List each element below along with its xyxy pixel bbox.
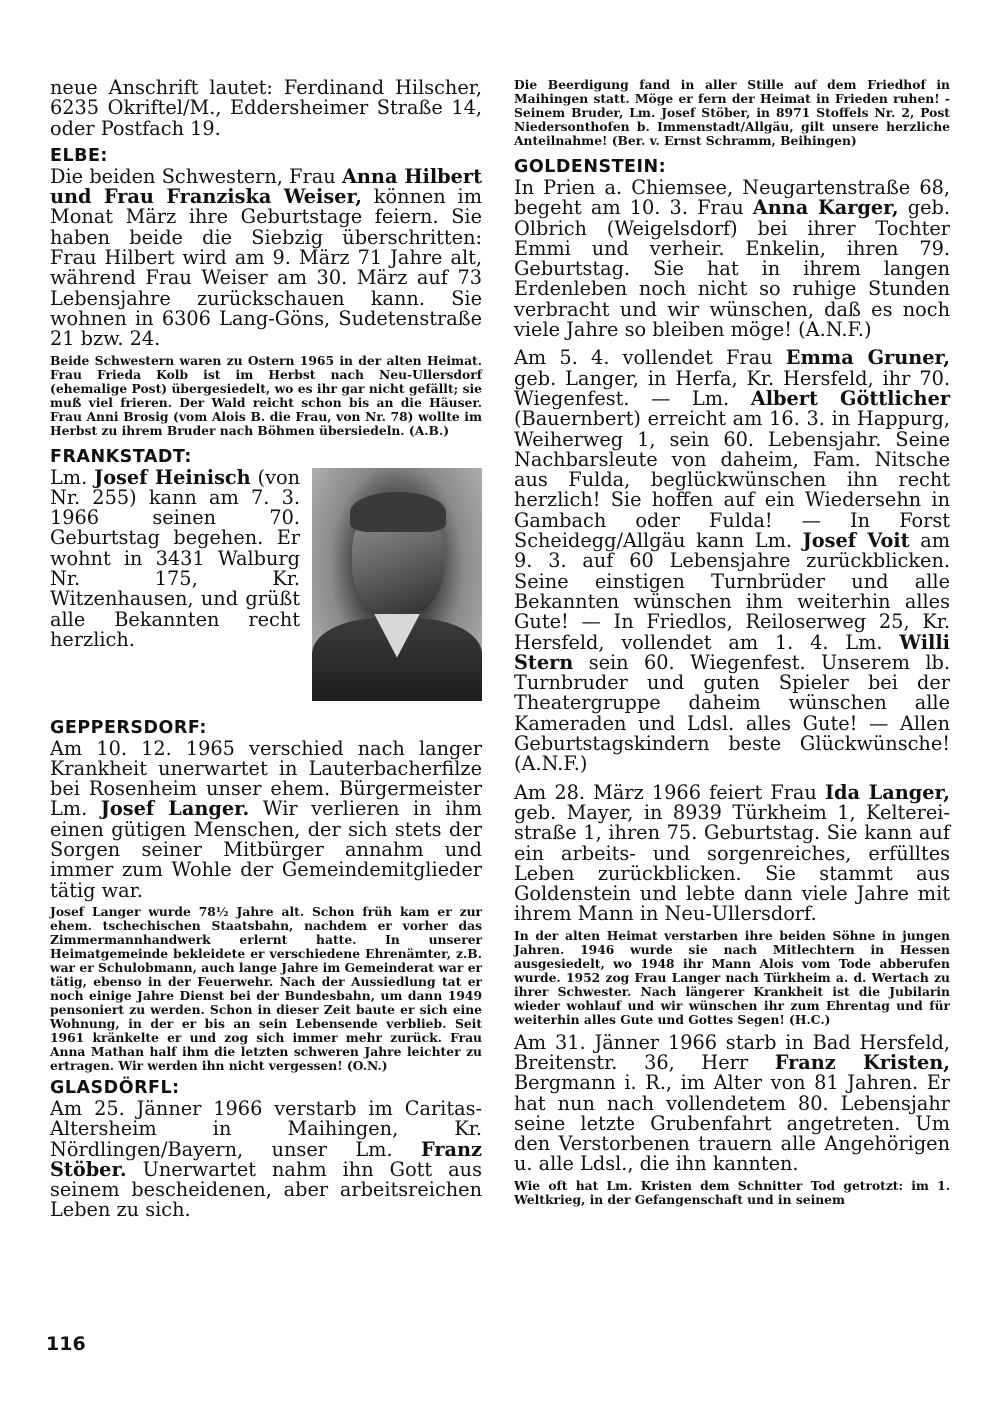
glasdorfl-note: Die Beerdigung fand in aller Stille auf dem Friedhof in Maihingen statt. Möge er fern der Heimat in Frieden ruhen! - Seinem Bruder, Lm. Josef Stöber, in 8971 Stoffels Nr. 2, Post Niedersonthofen b. Immenstadt/Allgäu, gilt unsere herzliche Anteilnahme! (Ber. v. Ernst Schramm, Beihingen) xyxy=(514,77,950,148)
person-name: Anna Karger, xyxy=(752,196,899,220)
goldenstein-paragraph-4: Am 31. Jänner 1966 starb in Bad Hersfeld, Breitenstr. 36, Herr Franz Kristen, Bergmann i. R., im Alter von 81 Jahren. Er hat nun nach vollendetem 80. Lebensjahr seine letzte Grubenfahrt angetreten. Um den Verstorbenen trauern alle Angehörigen u. alle Ldsl., die ihn kannten. xyxy=(514,1030,950,1176)
goldenstein-paragraph-2: Am 5. 4. vollendet Frau Emma Gruner, geb. Langer, in Herfa, Kr. Hersfeld, ihr 70. Wiegenfest. — Lm. Albert Göttlicher (Bauernbert) erreicht am 16. 3. in Happurg, Weiherweg 1, sein 60. Lebensjahr. Seine Nachbarsleute von daheim, Fam. Nitsche aus Fulda, beglückwünschen ihn recht herzlich! Sie hoffen auf ein Wiedersehn in Gambach oder Fulda! — In Forst Scheidegg/Allgäu kann Lm. Josef Voit am 9. 3. auf 60 Lebensjahre zurückblicken. Seine einstigen Turnbrüder und alle Bekannten wünschen ihm weiterhin alles Gute! — In Friedlos, Reiloserweg 25, Kr. Hersfeld, vollendet am 1. 4. Lm. Willi Stern sein 60. Wiegenfest. Unserem lb. Turnbruder und guten Spieler bei der Theatergruppe daheim wünschen alle Kameraden und Ldsl. alles Gute! — Allen Geburtstagskindern beste Glückwünsche! (A.N.F.) xyxy=(514,346,950,776)
intro-paragraph: neue Anschrift lautet: Ferdinand Hilscher, 6235 Okriftel/M., Eddersheimer Straße 14, oder Postfach 19. xyxy=(50,76,482,140)
page-number: 116 xyxy=(46,1333,86,1355)
section-heading-elbe: ELBE: xyxy=(50,145,108,166)
right-column xyxy=(514,78,950,1207)
elbe-paragraph: Die beiden Schwestern, Frau Anna Hilbert und Frau Franziska Weiser, können im Monat März ihre Geburtstage feiern. Sie haben beide die Siebzig überschritten: Frau Hilbert wird am 9. März 71 Jahre alt, während Frau Weiser am 30. März auf 73 Lebensjahre zurückschauen kann. Sie wohnen in 6306 Lang-Göns, Sudetenstraße 21 bzw. 24. xyxy=(50,164,482,351)
person-name: Willi Stern xyxy=(514,630,950,674)
person-name: Franz Kristen, xyxy=(774,1050,950,1074)
person-name: Anna Hilbert und Frau Franziska Weiser, xyxy=(50,164,482,209)
goldenstein-paragraph-3: Am 28. März 1966 feiert Frau Ida Langer, geb. Mayer, in 8939 Türkheim 1, Kelterei-straße 1, ihren 75. Geburtstag. Sie kann auf ein arbeits- und sorgenreiches, erfülltes Leben zurückblicken. Sie stammt aus Goldenstein und lebte dann viele Jahre mit ihrem Mann in Neu-Ullersdorf. xyxy=(514,780,950,926)
section-heading-geppersdorf: GEPPERSDORF: xyxy=(50,717,207,738)
section-heading-goldenstein: GOLDENSTEIN: xyxy=(514,157,667,177)
section-heading-frankstadt: FRANKSTADT: xyxy=(50,446,192,467)
section-heading-glasdorfl: GLASDÖRFL: xyxy=(50,1077,180,1098)
elbe-note: Beide Schwestern waren zu Ostern 1965 in der alten Heimat. Frau Frieda Kolb ist im Herbst nach Neu-Ullersdorf (ehemalige Post) übergesiedelt, wo es ihr gar nicht gefällt; sie muß viel frieren. Der Wald reicht schon bis an die Häuser. Frau Anni Brosig (vom Alois B. die Frau, von Nr. 78) wollte im Herbst zu ihrem Bruder nach Böhmen übersiedeln. (A.B.) xyxy=(50,352,482,438)
portrait-photo xyxy=(312,468,482,701)
frankstadt-paragraph: Lm. Josef Heinisch (von Nr. 255) kann am 7. 3. 1966 seinen 70. Geburtstag begehen. Er wohnt in 3431 Walburg Nr. 175, Kr. Witzenhausen, und grüßt alle Bekannten recht herzlich. xyxy=(50,465,300,651)
geppersdorf-paragraph: Am 10. 12. 1965 verschied nach langer Krankheit unerwartet in Lauterbacherfilze bei Rosenheim unser ehem. Bürgermeister Lm. Josef Langer. Wir verlieren in ihm einen gütigen Menschen, der sich stets der Sorgen seiner Mitbürger annahm und immer zum Wohle der Gemeindemitglieder tätig war. xyxy=(50,736,483,902)
person-name: Franz Stöber. xyxy=(50,1137,482,1181)
goldenstein-note-2: Wie oft hat Lm. Kristen dem Schnitter Tod getrotzt: im 1. Weltkrieg, in der Gefangenschaft und in seinem xyxy=(514,1177,950,1207)
person-name: Josef Heinisch xyxy=(94,465,251,489)
person-name: Ida Langer, xyxy=(824,780,950,804)
person-name: Albert Göttlicher xyxy=(750,386,950,410)
person-name: Josef Voit xyxy=(802,529,910,553)
goldenstein-paragraph-1: In Prien a. Chiemsee, Neugartenstraße 68, begeht am 10. 3. Frau Anna Karger, geb. Olbrich (Weigelsdorf) bei ihrer Tochter Emmi und verheir. Enkelin, ihren 79. Geburtstag. Sie hat in ihrem langen Erdenleben noch nicht so ruhige Stunden verbracht und wir wünschen, daß es noch viele Jahre so bleiben möge! (A.N.F.) xyxy=(514,176,950,342)
glasdorfl-paragraph: Am 25. Jänner 1966 verstarb im Caritas-Altersheim in Maihingen, Kr. Nördlingen/Bayern, unser Lm. Franz Stöber. Unerwartet nahm ihn Gott aus seinem bescheidenen, aber arbeitsreichen Leben zu sich. xyxy=(50,1096,482,1222)
left-column xyxy=(50,78,482,1221)
geppersdorf-note: Josef Langer wurde 78½ Jahre alt. Schon früh kam er zur ehem. tschechischen Staatsbahn, nachdem er vorher das Zimmermannhandwerk erlernt hatte. In unserer Heimatgemeinde bekleidete er verschiedene Ehrenämter, z.B. war er Schulobmann, auch lange Jahre im Gemeinderat war er tätig, ebenso in der Feuerwehr. Nach der Aussiedlung tat er noch einige Jahre Dienst bei der Bundesbahn, um dann 1949 pensoniert zu werden. Schon in dieser Zeit baute er sich eine Wohnung, in der er bis an sein Lebensende verblieb. Seit 1961 kränkelte er und zog sich immer mehr zurück. Frau Anna Mathan half ihm die letzten schweren Jahre leichter zu ertragen. Wir werden ihn nicht vergessen! (O.N.) xyxy=(50,903,482,1073)
person-name: Emma Gruner, xyxy=(785,346,950,370)
person-name: Josef Langer. xyxy=(100,797,250,821)
goldenstein-note-1: In der alten Heimat verstarben ihre beiden Söhne in jungen Jahren. 1946 wurde sie nach Mitlechtern in Hessen ausgesiedelt, wo 1948 ihr Mann Alois vom Tode abberufen wurde. 1952 zog Frau Langer nach Türkheim a. d. Wertach zu ihrer Schwester. Nach längerer Krankheit ist die Jubilarin wieder wohlauf und wir wünschen ihr zum Ehrentag und für weiterhin alles Gute und Gottes Segen! (H.C.) xyxy=(514,927,950,1027)
